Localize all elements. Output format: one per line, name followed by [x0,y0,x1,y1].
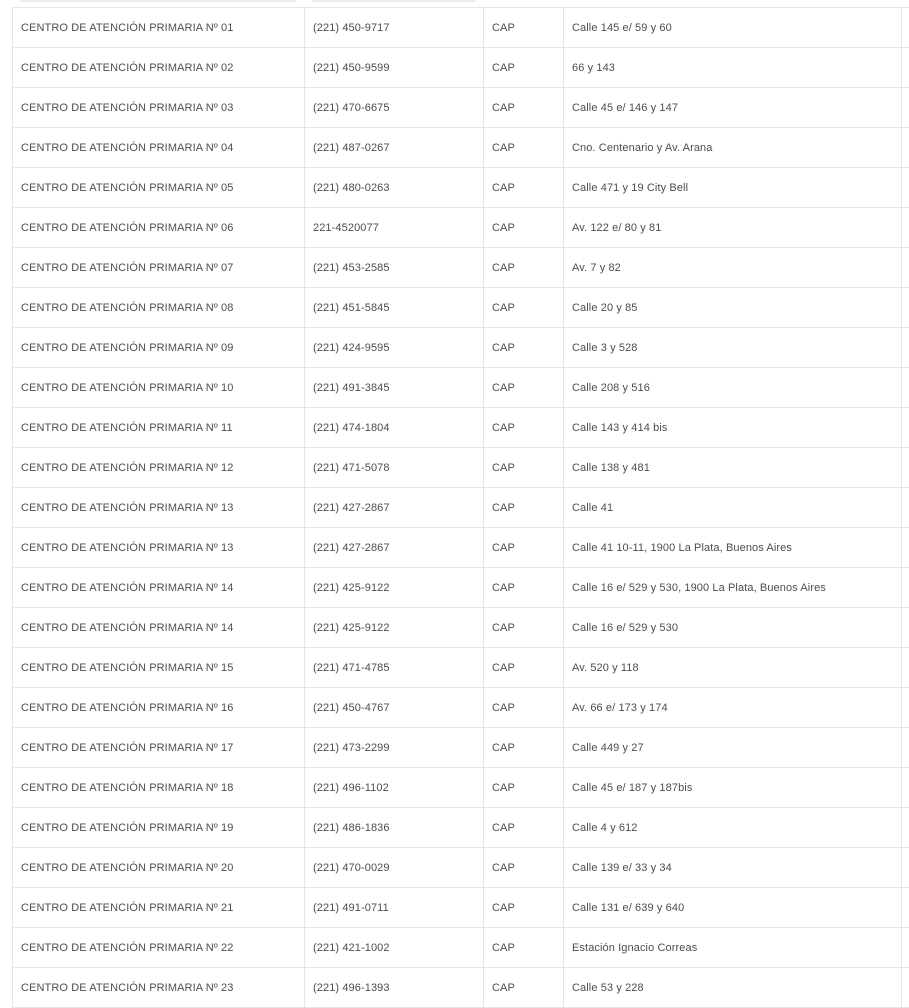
table-row [13,928,909,968]
type-cell: CAP [484,608,564,648]
center-name-cell: CENTRO DE ATENCIÓN PRIMARIA Nº 12 [13,448,305,488]
table-row [13,848,909,888]
address-cell: Calle 53 y 228 [564,968,902,1008]
center-name-cell: CENTRO DE ATENCIÓN PRIMARIA Nº 15 [13,648,305,688]
type-cell: CAP [484,848,564,888]
center-name-cell: CENTRO DE ATENCIÓN PRIMARIA Nº 23 [13,968,305,1008]
table-row [13,728,909,768]
overflow-cell [902,608,909,648]
overflow-cell [902,48,909,88]
overflow-cell [902,568,909,608]
type-cell: CAP [484,568,564,608]
overflow-cell [902,768,909,808]
type-cell: CAP [484,8,564,48]
phone-cell: 221-4520077 [305,208,484,248]
type-cell: CAP [484,88,564,128]
address-cell: Calle 3 y 528 [564,328,902,368]
table-row [13,208,909,248]
center-name-cell: CENTRO DE ATENCIÓN PRIMARIA Nº 09 [13,328,305,368]
overflow-cell [902,808,909,848]
table-row [13,248,909,288]
address-cell: Calle 143 y 414 bis [564,408,902,448]
phone-cell: (221) 487-0267 [305,128,484,168]
phone-cell: (221) 496-1393 [305,968,484,1008]
address-cell: Calle 16 e/ 529 y 530 [564,608,902,648]
table-row [13,448,909,488]
center-name-cell: CENTRO DE ATENCIÓN PRIMARIA Nº 14 [13,568,305,608]
center-name-cell: CENTRO DE ATENCIÓN PRIMARIA Nº 17 [13,728,305,768]
type-cell: CAP [484,488,564,528]
address-cell: Calle 145 e/ 59 y 60 [564,8,902,48]
type-cell: CAP [484,768,564,808]
overflow-cell [902,968,909,1008]
table-row [13,88,909,128]
address-cell: Av. 7 y 82 [564,248,902,288]
overflow-cell [902,408,909,448]
table-row [13,528,909,568]
table-row [13,408,909,448]
overflow-cell [902,248,909,288]
address-cell: Av. 122 e/ 80 y 81 [564,208,902,248]
center-name-cell: CENTRO DE ATENCIÓN PRIMARIA Nº 01 [13,8,305,48]
overflow-cell [902,448,909,488]
table-top-edge [12,0,909,7]
table-row [13,328,909,368]
table-body [13,8,909,1008]
center-name-cell: CENTRO DE ATENCIÓN PRIMARIA Nº 04 [13,128,305,168]
table-row [13,688,909,728]
address-cell: Calle 139 e/ 33 y 34 [564,848,902,888]
phone-cell: (221) 453-2585 [305,248,484,288]
address-cell: Estación Ignacio Correas [564,928,902,968]
center-name-cell: CENTRO DE ATENCIÓN PRIMARIA Nº 18 [13,768,305,808]
overflow-cell [902,528,909,568]
type-cell: CAP [484,368,564,408]
type-cell: CAP [484,288,564,328]
type-cell: CAP [484,888,564,928]
table-row [13,168,909,208]
overflow-cell [902,728,909,768]
address-cell: Calle 16 e/ 529 y 530, 1900 La Plata, Buenos Aires [564,568,902,608]
overflow-cell [902,928,909,968]
overflow-cell [902,648,909,688]
overflow-cell [902,8,909,48]
overflow-cell [902,688,909,728]
phone-cell: (221) 480-0263 [305,168,484,208]
phone-cell: (221) 473-2299 [305,728,484,768]
table-row [13,368,909,408]
phone-cell: (221) 450-9599 [305,48,484,88]
center-name-cell: CENTRO DE ATENCIÓN PRIMARIA Nº 06 [13,208,305,248]
table-row [13,48,909,88]
address-cell: 66 y 143 [564,48,902,88]
table-row [13,128,909,168]
overflow-cell [902,848,909,888]
center-name-cell: CENTRO DE ATENCIÓN PRIMARIA Nº 13 [13,528,305,568]
type-cell: CAP [484,928,564,968]
phone-cell: (221) 425-9122 [305,608,484,648]
type-cell: CAP [484,808,564,848]
overflow-cell [902,888,909,928]
phone-cell: (221) 424-9595 [305,328,484,368]
center-name-cell: CENTRO DE ATENCIÓN PRIMARIA Nº 10 [13,368,305,408]
address-cell: Calle 20 y 85 [564,288,902,328]
data-table [12,7,909,1008]
center-name-cell: CENTRO DE ATENCIÓN PRIMARIA Nº 02 [13,48,305,88]
type-cell: CAP [484,448,564,488]
phone-cell: (221) 491-0711 [305,888,484,928]
center-name-cell: CENTRO DE ATENCIÓN PRIMARIA Nº 13 [13,488,305,528]
overflow-cell [902,368,909,408]
type-cell: CAP [484,968,564,1008]
center-name-cell: CENTRO DE ATENCIÓN PRIMARIA Nº 16 [13,688,305,728]
phone-cell: (221) 451-5845 [305,288,484,328]
center-name-cell: CENTRO DE ATENCIÓN PRIMARIA Nº 14 [13,608,305,648]
address-cell: Calle 4 y 612 [564,808,902,848]
type-cell: CAP [484,328,564,368]
address-cell: Calle 138 y 481 [564,448,902,488]
address-cell: Calle 471 y 19 City Bell [564,168,902,208]
center-name-cell: CENTRO DE ATENCIÓN PRIMARIA Nº 07 [13,248,305,288]
phone-cell: (221) 496-1102 [305,768,484,808]
table-row [13,808,909,848]
phone-cell: (221) 470-6675 [305,88,484,128]
table-row [13,488,909,528]
phone-cell: (221) 427-2867 [305,528,484,568]
table-row [13,648,909,688]
overflow-cell [902,328,909,368]
address-cell: Calle 208 y 516 [564,368,902,408]
table-row [13,608,909,648]
phone-cell: (221) 470-0029 [305,848,484,888]
phone-cell: (221) 450-9717 [305,8,484,48]
table-row [13,8,909,48]
center-name-cell: CENTRO DE ATENCIÓN PRIMARIA Nº 21 [13,888,305,928]
type-cell: CAP [484,528,564,568]
phone-cell: (221) 471-4785 [305,648,484,688]
table-row [13,568,909,608]
center-name-cell: CENTRO DE ATENCIÓN PRIMARIA Nº 05 [13,168,305,208]
type-cell: CAP [484,408,564,448]
address-cell: Calle 131 e/ 639 y 640 [564,888,902,928]
overflow-cell [902,88,909,128]
center-name-cell: CENTRO DE ATENCIÓN PRIMARIA Nº 19 [13,808,305,848]
type-cell: CAP [484,48,564,88]
phone-cell: (221) 491-3845 [305,368,484,408]
overflow-cell [902,128,909,168]
type-cell: CAP [484,648,564,688]
phone-cell: (221) 474-1804 [305,408,484,448]
header-underline-phone [312,0,475,2]
address-cell: Calle 449 y 27 [564,728,902,768]
center-name-cell: CENTRO DE ATENCIÓN PRIMARIA Nº 08 [13,288,305,328]
table-row [13,768,909,808]
type-cell: CAP [484,168,564,208]
phone-cell: (221) 421-1002 [305,928,484,968]
address-cell: Calle 41 [564,488,902,528]
address-cell: Calle 45 e/ 146 y 147 [564,88,902,128]
phone-cell: (221) 427-2867 [305,488,484,528]
table-row [13,888,909,928]
overflow-cell [902,208,909,248]
overflow-cell [902,168,909,208]
phone-cell: (221) 450-4767 [305,688,484,728]
phone-cell: (221) 471-5078 [305,448,484,488]
type-cell: CAP [484,248,564,288]
address-cell: Cno. Centenario y Av. Arana [564,128,902,168]
center-name-cell: CENTRO DE ATENCIÓN PRIMARIA Nº 11 [13,408,305,448]
center-name-cell: CENTRO DE ATENCIÓN PRIMARIA Nº 20 [13,848,305,888]
health-centers-table [12,7,909,1008]
address-cell: Av. 520 y 118 [564,648,902,688]
type-cell: CAP [484,208,564,248]
phone-cell: (221) 425-9122 [305,568,484,608]
header-underline-name [20,0,296,2]
table-row [13,288,909,328]
center-name-cell: CENTRO DE ATENCIÓN PRIMARIA Nº 03 [13,88,305,128]
address-cell: Calle 45 e/ 187 y 187bis [564,768,902,808]
overflow-cell [902,288,909,328]
address-cell: Av. 66 e/ 173 y 174 [564,688,902,728]
type-cell: CAP [484,688,564,728]
table-row [13,968,909,1008]
type-cell: CAP [484,128,564,168]
overflow-cell [902,488,909,528]
type-cell: CAP [484,728,564,768]
center-name-cell: CENTRO DE ATENCIÓN PRIMARIA Nº 22 [13,928,305,968]
address-cell: Calle 41 10-11, 1900 La Plata, Buenos Aires [564,528,902,568]
phone-cell: (221) 486-1836 [305,808,484,848]
